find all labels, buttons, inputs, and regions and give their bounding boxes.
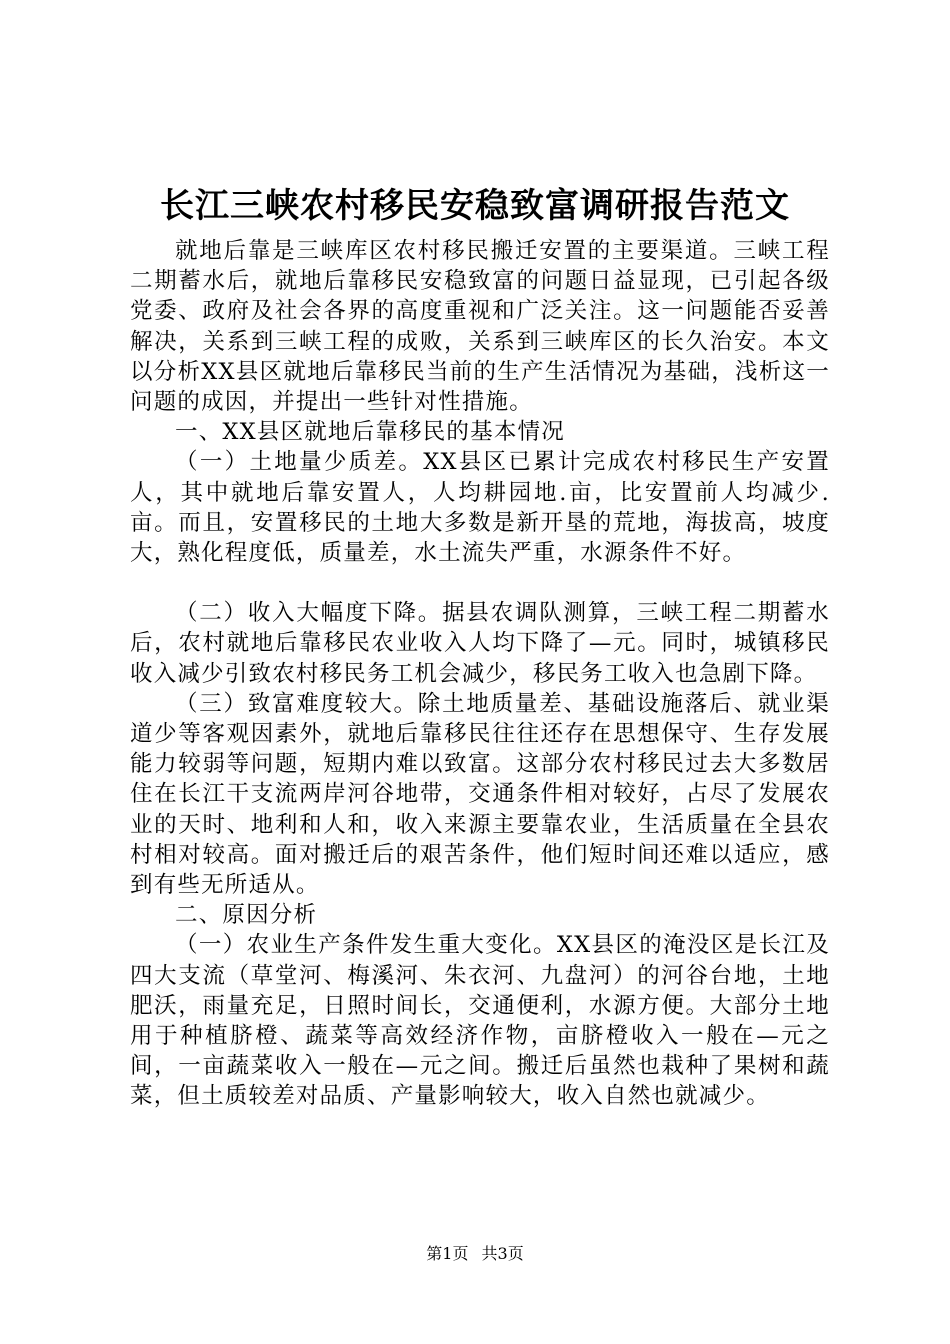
intro-paragraph: 就地后靠是三峡库区农村移民搬迁安置的主要渠道。三峡工程二期蓄水后，就地后靠移民安稳致富的问题日益显现，已引起各级党委、政府及社会各界的高度重视和广泛关注。这一问题能否妥善解决，关系到三峡工程的成败，关系到三峡库区的长久治安。本文以分析XX县区就地后靠移民当前的生产生活情况为基础，浅析这一问题的成因，并提出一些针对性措施。 <box>130 238 830 416</box>
document-title: 长江三峡农村移民安稳致富调研报告范文 <box>160 186 790 226</box>
paragraph-income: （二）收入大幅度下降。据县农调队测算，三峡工程二期蓄水后，农村就地后靠移民农业收入人均下降了—元。同时，城镇移民收入减少引致农村移民务工机会减少，移民务工收入也急剧下降。 <box>130 600 830 687</box>
section-heading-cause-analysis: 二、原因分析 <box>175 902 318 929</box>
document-body <box>130 236 830 1112</box>
page-footer <box>0 1244 950 1264</box>
section-heading-basic-situation: 一、XX县区就地后靠移民的基本情况 <box>175 419 565 446</box>
page-number: 第1页 <box>426 1244 469 1263</box>
paragraph-agriculture-change: （一）农业生产条件发生重大变化。XX县区的淹没区是长江及四大支流（草堂河、梅溪河、朱衣河、九盘河）的河谷台地，土地肥沃，雨量充足，日照时间长，交通便利，水源方便。大部分土地用于种植脐橙、蔬菜等高效经济作物，亩脐橙收入一般在—元之间，一亩蔬菜收入一般在—元之间。搬迁后虽然也栽种了果树和蔬菜，但土质较差对品质、产量影响较大，收入自然也就减少。 <box>130 932 830 1110</box>
paragraph-land: （一）土地量少质差。XX县区已累计完成农村移民生产安置人，其中就地后靠安置人，人均耕园地.亩，比安置前人均减少.亩。而且，安置移民的土地大多数是新开垦的荒地，海拔高，坡度大，熟化程度低，质量差，水土流失严重，水源条件不好。 <box>130 449 830 567</box>
paragraph-difficulty: （三）致富难度较大。除土地质量差、基础设施落后、就业渠道少等客观因素外，就地后靠移民往往还存在思想保守、生存发展能力较弱等问题，短期内难以致富。这部分农村移民过去大多数居住在长江干支流两岸河谷地带，交通条件相对较好，占尽了发展农业的天时、地利和人和，收入来源主要靠农业，生活质量在全县农村相对较高。面对搬迁后的艰苦条件，他们短时间还难以适应，感到有些无所适从。 <box>130 690 830 899</box>
page-total: 共3页 <box>481 1244 524 1263</box>
